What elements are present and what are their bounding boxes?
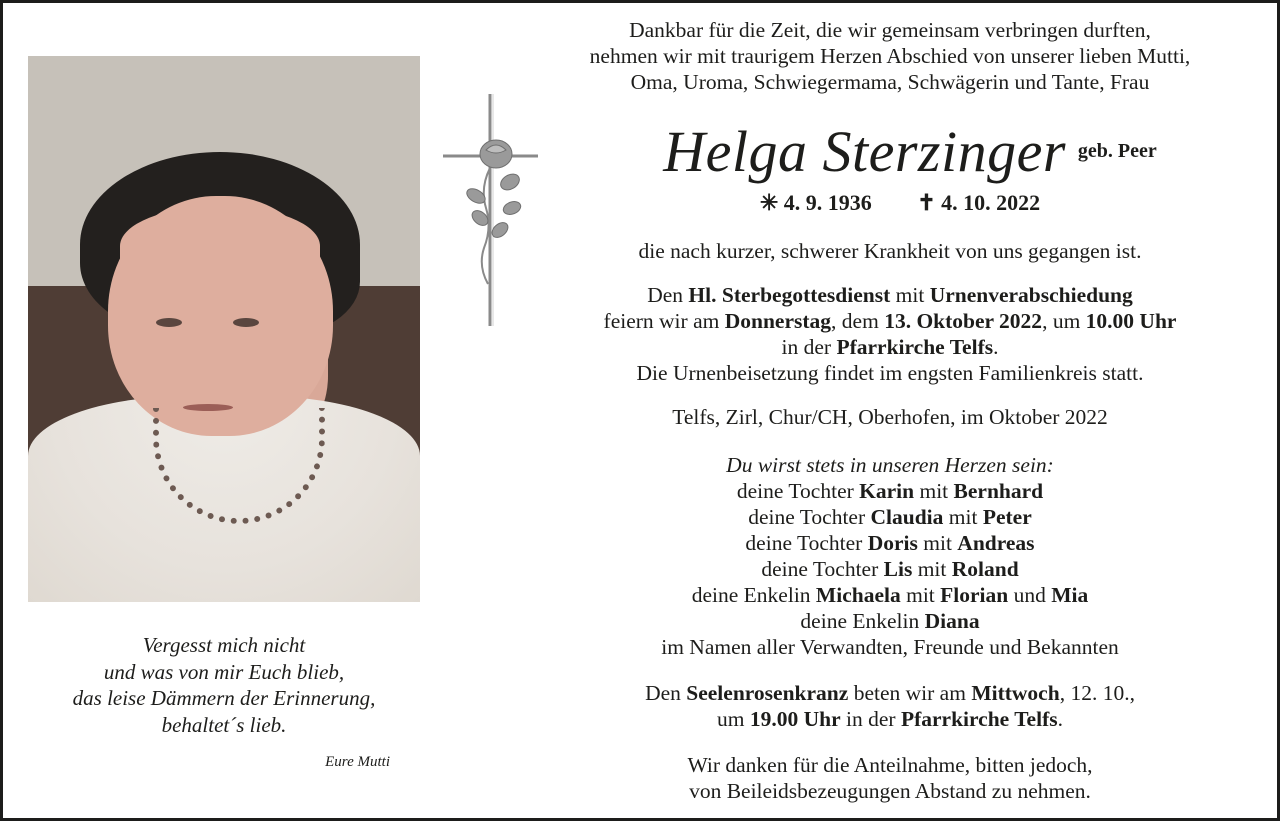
text: mit [917,531,958,555]
partner-name: Peter [982,505,1032,529]
portrait-photo [28,56,420,602]
mourner-row [500,608,1280,634]
text: in der [840,707,901,731]
poem [28,632,420,738]
text: . [993,335,999,359]
text: um [717,707,750,731]
deceased-name-block [600,120,1220,184]
partner-name: Roland [951,557,1019,581]
mourner-name: Doris [867,531,918,555]
intro-text [500,17,1280,95]
mourner-name: Claudia [870,505,944,529]
rosary-name: Seelenrosenkranz [686,681,849,705]
birth-date: ✳ 4. 9. 1936 [759,190,872,215]
text: beten wir am [848,681,972,705]
rosary-line-1 [500,680,1280,706]
poem-line: das leise Dämmern der Erinnerung, [72,686,376,710]
poem-line: und was von mir Euch blieb, [103,659,345,684]
text: deine Tochter [736,479,860,503]
service-day: Donnerstag [724,309,832,333]
rosary-info [500,680,1280,732]
photo-fringe [120,206,320,286]
service-church: Pfarrkirche Telfs [836,335,994,359]
text: deine Enkelin [691,583,816,607]
mourner-name: Karin [859,479,915,503]
service-info [500,282,1280,386]
thanks-line: Wir danken für die Anteilnahme, bitten jedoch, [687,753,1093,777]
text: deine Enkelin [800,609,925,633]
service-line-1 [500,282,1280,308]
text: , dem [831,309,885,333]
service-line-3 [500,334,1280,360]
mourner-row [500,582,1280,608]
mourner-row [500,530,1280,556]
thanks-line: von Beileidsbezeugungen Abstand zu nehmen. [689,779,1091,803]
mourner-row [500,478,1280,504]
poem-line: behaltet´s lieb. [161,712,287,737]
rosary-time: 19.00 Uhr [749,707,841,731]
service-line-2 [500,308,1280,334]
thanks-text [500,752,1280,804]
text: feiern wir am [603,309,725,333]
text: deine Tochter [745,531,868,555]
text: mit [912,557,952,581]
mourner-name: Diana [924,609,980,633]
text: mit [900,583,941,607]
birth-name: geb. Peer [1077,140,1157,162]
service-name: Hl. Sterbegottesdienst [688,283,891,307]
mourner-row [500,556,1280,582]
life-dates [700,190,1100,216]
deceased-name: Helga Sterzinger [663,119,1066,184]
place-date-line: Telfs, Zirl, Chur/CH, Oberhofen, im Oktober 2022 [672,405,1108,429]
partner-name: Andreas [957,531,1035,555]
partner-name: Bernhard [953,479,1044,503]
service-line-4: Die Urnenbeisetzung findet im engsten Familienkreis statt. [636,361,1144,385]
text: , um [1042,309,1086,333]
mourner-name: Michaela [815,583,901,607]
intro-line: nehmen wir mit traurigem Herzen Abschied von unserer lieben Mutti, [589,44,1191,68]
text: deine Tochter [761,557,884,581]
service-time: 10.00 Uhr [1085,309,1177,333]
mourner-name: Lis [883,557,913,581]
text: in der [781,335,837,359]
text: Den [647,283,689,307]
text: . [1057,707,1063,731]
child-name: Mia [1051,583,1089,607]
photo-eye-left [156,318,182,327]
poem-line: Vergesst mich nicht [142,633,306,657]
mourners-closing: im Namen aller Verwandten, Freunde und Bekannten [661,635,1119,659]
text: und [1008,583,1052,607]
rosary-line-2 [500,706,1280,732]
rosary-church: Pfarrkirche Telfs [900,707,1058,731]
text: deine Tochter [748,505,871,529]
text: mit [890,283,930,307]
poem-signature: Eure Mutti [325,754,390,770]
service-date: 13. Oktober 2022 [884,309,1043,333]
text: mit [914,479,954,503]
text: Den [645,681,687,705]
intro-line: Dankbar für die Zeit, die wir gemeinsam verbringen durften, [629,18,1151,42]
rosary-day: Mittwoch [971,681,1060,705]
mourner-row [500,504,1280,530]
place-date [500,404,1280,430]
service-type: Urnenverabschiedung [929,283,1133,307]
partner-name: Florian [940,583,1009,607]
intro-line: Oma, Uroma, Schwiegermama, Schwägerin und Tante, Frau [630,70,1150,94]
mourners-heading: Du wirst stets in unseren Herzen sein: [726,453,1054,477]
death-date: ✝ 4. 10. 2022 [917,190,1041,215]
rosary-date: , 12. 10., [1059,681,1135,705]
text: mit [943,505,983,529]
photo-eye-right [233,318,259,327]
passing-text [500,238,1280,264]
mourners-list [500,452,1280,660]
passing-line: die nach kurzer, schwerer Krankheit von uns gegangen ist. [638,239,1142,263]
